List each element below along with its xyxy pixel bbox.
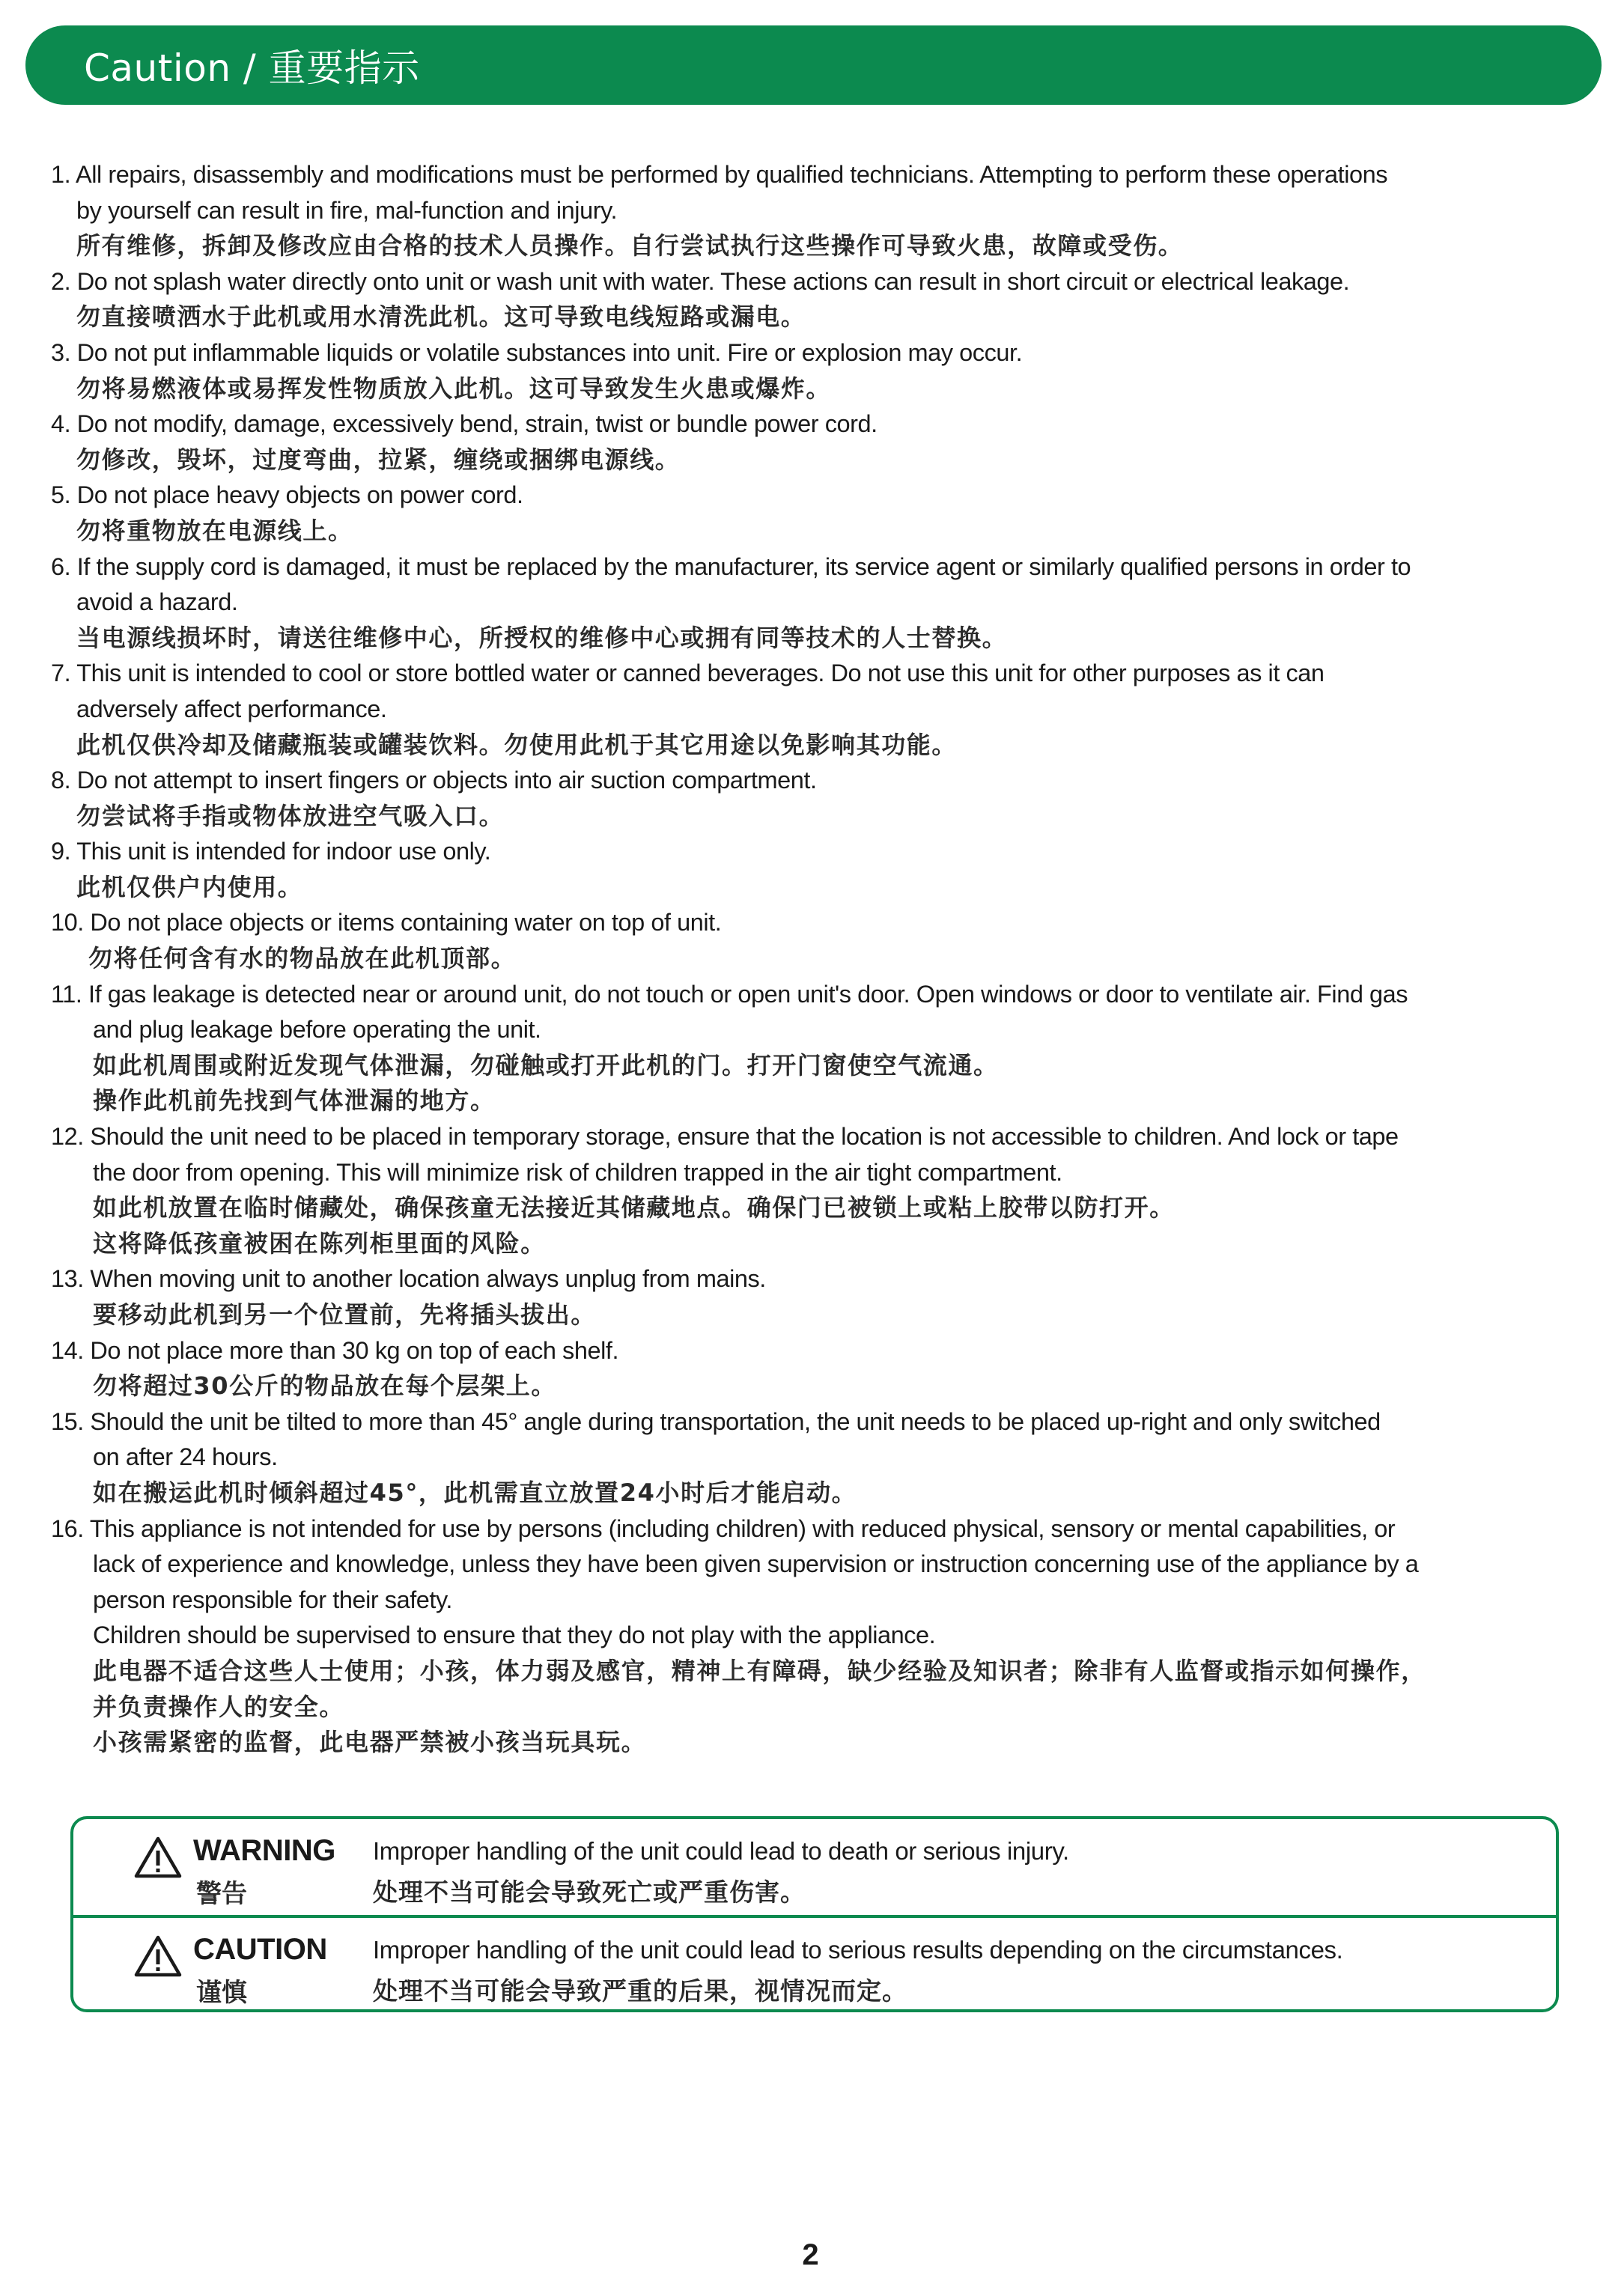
item-text-en-continued: and plug leakage before operating the unit. [93,1016,541,1044]
caution-item [51,1119,1593,1261]
item-text-en: 14. Do not place more than 30 kg on top of each shelf. [51,1336,619,1364]
item-text-en: 13. When moving unit to another location always unplug from mains. [51,1265,766,1293]
caution-triangle-icon [133,1934,183,1978]
item-text-en: 2. Do not splash water directly onto unit or wash unit with water. These actions can result in short circuit or electrical leakage. [51,267,1350,295]
warning-text-cn: 处理不当可能会导致死亡或严重伤害。 [373,1878,806,1907]
caution-item [51,549,1593,657]
item-text-en-continued: by yourself can result in fire, mal-function and injury. [76,196,618,224]
item-text-en-continued: Children should be supervised to ensure that they do not play with the appliance. [93,1621,936,1649]
warning-row [73,1819,1556,1915]
item-text-cn: 勿直接喷洒水于此机或用水清洗此机。这可导致电线短路或漏电。 [76,302,806,332]
item-text-en: 12. Should the unit need to be placed in temporary storage, ensure that the location is not accessible to children. And lock or tape [51,1123,1399,1151]
item-text-en: 3. Do not put inflammable liquids or volatile substances into unit. Fire or explosion may occur. [51,338,1023,366]
item-text-en: 6. If the supply cord is damaged, it must be replaced by the manufacturer, its service agent or similarly qualified persons in order to [51,552,1411,580]
caution-item [51,1511,1593,1761]
caution-label-cn: 谨慎 [196,1978,247,2008]
item-text-en: 5. Do not place heavy objects on power cord. [51,481,523,509]
item-text-cn: 如此机放置在临时储藏处，确保孩童无法接近其储藏地点。确保门已被锁上或粘上胶带以防打开。 [93,1193,1175,1222]
caution-item [51,1333,1593,1404]
item-text-cn: 操作此机前先找到气体泄漏的地方。 [93,1086,496,1115]
item-text-cn: 此机仅供冷却及储藏瓶装或罐装饮料。勿使用此机于其它用途以免影响其功能。 [76,730,958,759]
item-text-cn: 如在搬运此机时倾斜超过45°，此机需直立放置24小时后才能启动。 [93,1478,857,1507]
item-text-cn: 这将降低孩童被困在陈列柜里面的风险。 [93,1228,546,1258]
caution-item [51,905,1593,976]
caution-text-cn: 处理不当可能会导致严重的后果，视情况而定。 [373,1976,907,2006]
item-text-cn: 要移动此机到另一个位置前，先将插头拔出。 [93,1300,597,1329]
item-text-cn: 如此机周围或附近发现气体泄漏，勿碰触或打开此机的门。打开门窗使空气流通。 [93,1050,999,1080]
warning-label-cn: 警告 [196,1879,247,1909]
caution-item [51,406,1593,478]
item-text-en: 4. Do not modify, damage, excessively bend, strain, twist or bundle power cord. [51,410,878,438]
item-text-cn: 所有维修，拆卸及修改应由合格的技术人员操作。自行尝试执行这些操作可导致火患，故障或受伤。 [76,231,1184,261]
page-number: 2 [802,2238,819,2271]
item-text-cn: 此机仅供户内使用。 [76,872,303,901]
caution-item [51,834,1593,905]
caution-item [51,478,1593,549]
item-text-en-continued: the door from opening. This will minimize risk of children trapped in the air tight compartment. [93,1158,1062,1186]
section-header-bar [25,25,1602,105]
item-text-en: 7. This unit is intended to cool or store bottled water or canned beverages. Do not use this unit for other purposes as it can [51,660,1325,687]
caution-label: CAUTION [193,1933,327,1966]
caution-item [51,656,1593,763]
item-text-cn: 勿修改，毁坏，过度弯曲，拉紧，缠绕或捆绑电源线。 [76,445,681,474]
notice-box [70,1816,1559,2012]
item-text-cn: 小孩需紧密的监督，此电器严禁被小孩当玩具玩。 [93,1728,647,1757]
item-text-en: 16. This appliance is not intended for use by persons (including children) with reduced physical, sensory or mental capabilities, or [51,1514,1396,1542]
item-text-cn: 当电源线损坏时，请送往维修中心，所授权的维修中心或拥有同等技术的人士替换。 [76,623,1008,652]
item-text-en: 15. Should the unit be tilted to more than 45° angle during transportation, the unit needs to be placed up-right and only switched [51,1407,1381,1435]
caution-item [51,1261,1593,1333]
item-text-en: 9. This unit is intended for indoor use only. [51,838,491,865]
caution-list [51,157,1593,1761]
warning-text: Improper handling of the unit could lead to death or serious injury. [373,1837,1069,1865]
caution-item [51,763,1593,834]
item-text-en-continued: person responsible for their safety. [93,1586,452,1613]
item-text-cn: 勿尝试将手指或物体放进空气吸入口。 [76,801,505,830]
item-text-en: 10. Do not place objects or items containing water on top of unit. [51,909,722,937]
warning-label: WARNING [193,1834,335,1867]
item-text-cn: 此电器不适合这些人士使用；小孩，体力弱及感官，精神上有障碍，缺少经验及知识者；除非有人监督或指示如何操作， [93,1656,1426,1685]
item-text-en: 1. All repairs, disassembly and modifications must be performed by qualified technicians. Attempting to perform these operations [51,161,1388,188]
item-text-cn: 勿将任何含有水的物品放在此机顶部。 [88,944,517,973]
item-text-cn: 勿将易燃液体或易挥发性物质放入此机。这可导致发生火患或爆炸。 [76,374,832,403]
item-text-en-continued: lack of experience and knowledge, unless they have been given supervision or instruction concerning use of the appliance by a [93,1550,1419,1578]
item-text-en-continued: adversely affect performance. [76,695,387,722]
caution-row [73,1918,1556,2014]
item-text-en: 8. Do not attempt to insert fingers or objects into air suction compartment. [51,767,817,794]
caution-text: Improper handling of the unit could lead to serious results depending on the circumstances. [373,1936,1343,1964]
caution-item [51,264,1593,335]
item-text-cn: 勿将超过30公斤的物品放在每个层架上。 [93,1371,556,1401]
item-text-cn: 并负责操作人的安全。 [93,1692,345,1721]
warning-triangle-icon [133,1836,183,1879]
item-text-en-continued: on after 24 hours. [93,1443,278,1471]
caution-item [51,157,1593,264]
caution-item [51,335,1593,406]
item-text-en-continued: avoid a hazard. [76,588,238,616]
caution-item [51,1404,1593,1511]
caution-item [51,977,1593,1119]
item-text-en: 11. If gas leakage is detected near or around unit, do not touch or open unit's door. Open windows or door to ventilate air. Find gas [51,980,1408,1008]
section-title: Caution / 重要指示 [84,46,420,90]
item-text-cn: 勿将重物放在电源线上。 [76,516,353,545]
